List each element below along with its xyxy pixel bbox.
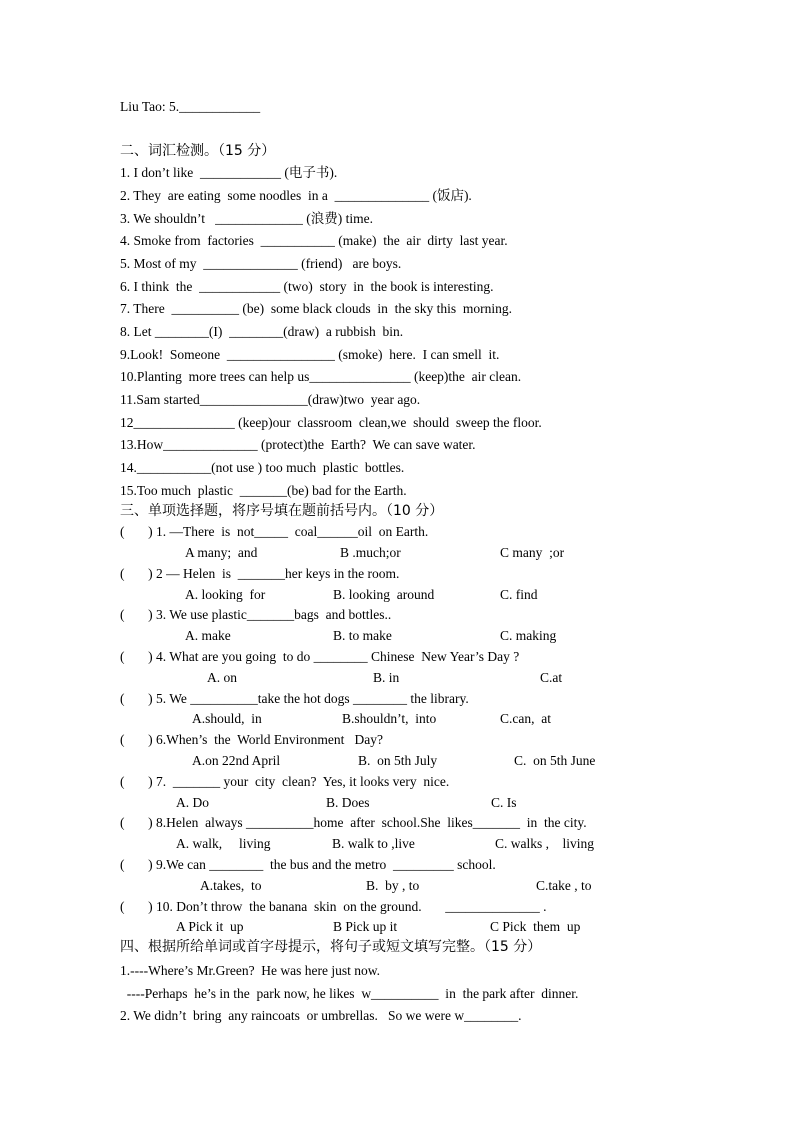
section2-item: 4. Smoke from factories ___________ (make) the air dirty last year. (120, 233, 508, 248)
question-stem: ( ) 5. We __________take the hot dogs ________ the library. (120, 691, 469, 706)
section2-heading: 二、词汇检测。（15 分） (120, 143, 276, 159)
section4-heading: 四、根据所给单词或首字母提示，将句子或短文填写完整。（15 分） (120, 939, 542, 955)
section2-item: 2. They are eating some noodles in a ______________ (饭店). (120, 188, 472, 203)
question-stem: ( ) 9.We can ________ the bus and the metro _________ school. (120, 857, 496, 872)
section2-item: 11.Sam started________________(draw)two year ago. (120, 392, 421, 407)
option-c: C Pick them up (490, 919, 581, 934)
option-c: C many ;or (500, 545, 565, 560)
section2-item: 9.Look! Someone ________________ (smoke) here. I can smell it. (120, 347, 500, 362)
question-stem: ( ) 10. Don’t throw the banana skin on the ground. ______________ . (120, 899, 547, 914)
option-b: B. on 5th July (358, 753, 438, 768)
section4-line: ----Perhaps he’s in the park now, he likes w__________ in the park after dinner. (120, 986, 579, 1001)
section3-heading: 三、单项选择题，将序号填在题前括号内。（10 分） (120, 503, 444, 519)
question-stem: ( ) 6.When’s the World Environment Day? (120, 732, 383, 747)
option-c: C.can, at (500, 711, 551, 726)
option-a: A. walk, living (176, 836, 271, 851)
section4-line: 2. We didn’t bring any raincoats or umbrellas. So we were w________. (120, 1008, 522, 1023)
option-c: C.at (540, 670, 563, 685)
option-a: A. on (207, 670, 237, 685)
option-a: A.should, in (192, 711, 262, 726)
option-c: C.take , to (536, 878, 592, 893)
section2-item: 8. Let ________(I) ________(draw) a rubbish bin. (120, 324, 404, 339)
option-c: C. find (500, 587, 538, 602)
option-b: B. looking around (333, 587, 435, 602)
option-a: A many; and (185, 545, 258, 560)
section2-item: 1. I don’t like ____________ (电子书). (120, 165, 338, 180)
question-stem: ( ) 2 — Helen is _______her keys in the room. (120, 566, 400, 581)
option-a: A. looking for (185, 587, 266, 602)
question-stem: ( ) 7. _______ your city clean? Yes, it looks very nice. (120, 774, 450, 789)
section2-item: 13.How______________ (protect)the Earth? We can save water. (120, 437, 476, 452)
option-c: C. Is (491, 795, 517, 810)
section2-item: 10.Planting more trees can help us_______________ (keep)the air clean. (120, 369, 522, 384)
option-b: B. Does (326, 795, 370, 810)
section4-line: 1.----Where’s Mr.Green? He was here just now. (120, 963, 381, 978)
section2-item: 5. Most of my ______________ (friend) are boys. (120, 256, 402, 271)
option-a: A Pick it up (176, 919, 244, 934)
option-b: B .much;or (340, 545, 401, 560)
option-b: B. in (373, 670, 400, 685)
option-b: B Pick up it (333, 919, 398, 934)
option-a: A.on 22nd April (192, 753, 281, 768)
option-b: B. to make (333, 628, 392, 643)
option-c: C. making (500, 628, 557, 643)
option-a: A. Do (176, 795, 209, 810)
question-stem: ( ) 3. We use plastic_______bags and bottles.. (120, 607, 392, 622)
section2-item: 15.Too much plastic _______(be) bad for the Earth. (120, 483, 407, 498)
option-a: A. make (185, 628, 231, 643)
option-b: B. by , to (366, 878, 420, 893)
option-c: C. on 5th June (514, 753, 596, 768)
option-b: B. walk to ,live (332, 836, 415, 851)
section2-item: 6. I think the ____________ (two) story in the book is interesting. (120, 279, 494, 294)
option-c: C. walks , living (495, 836, 595, 851)
question-stem: ( ) 4. What are you going to do ________ Chinese New Year’s Day ? (120, 649, 520, 664)
option-a: A.takes, to (200, 878, 262, 893)
question-stem: ( ) 8.Helen always __________home after school.She likes_______ in the city. (120, 815, 587, 830)
question-stem: ( ) 1. —There is not_____ coal______oil on Earth. (120, 524, 429, 539)
section2-item: 3. We shouldn’t _____________ (浪费) time. (120, 211, 374, 226)
top-answer-line: Liu Tao: 5.____________ (120, 99, 261, 114)
option-b: B.shouldn’t, into (342, 711, 437, 726)
section2-item: 7. There __________ (be) some black clouds in the sky this morning. (120, 301, 512, 316)
section2-item: 14.___________(not use ) too much plastic bottles. (120, 460, 405, 475)
section2-item: 12_______________ (keep)our classroom clean,we should sweep the floor. (120, 415, 542, 430)
